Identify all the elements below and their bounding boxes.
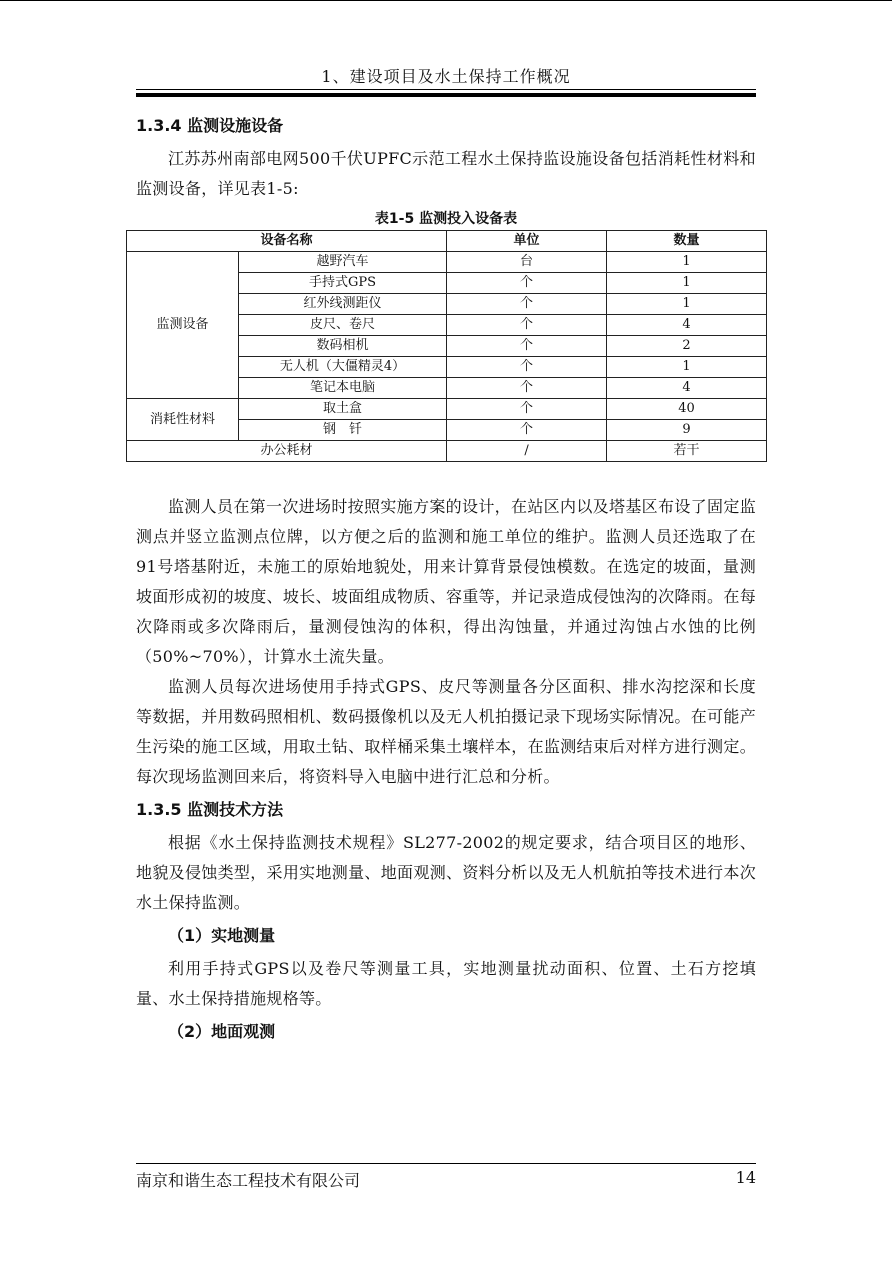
equipment-unit: 个: [447, 336, 607, 357]
equipment-name: 红外线测距仪: [239, 294, 447, 315]
table-row: [127, 252, 767, 273]
equipment-unit: 台: [447, 252, 607, 273]
equipment-qty: 4: [607, 378, 767, 399]
table-row: [127, 399, 767, 420]
equipment-table: [126, 230, 767, 462]
running-header-title: 1、建设项目及水土保持工作概况: [321, 67, 571, 86]
equipment-qty: 1: [607, 252, 767, 273]
equipment-unit: /: [447, 441, 607, 462]
equipment-qty: 40: [607, 399, 767, 420]
equipment-qty: 1: [607, 294, 767, 315]
equipment-qty: 9: [607, 420, 767, 441]
header-quantity: 数量: [607, 231, 767, 252]
footer-company-name: 南京和谐生态工程技术有限公司: [136, 1171, 361, 1190]
equipment-name: 笔记本电脑: [239, 378, 447, 399]
header-unit: 单位: [447, 231, 607, 252]
paragraph-monitoring-setup: 监测人员在第一次进场时按照实施方案的设计，在站区内以及塔基区布设了固定监测点并竖立监测点位牌，以方便之后的监测和施工单位的维护。监测人员还选取了在91号塔基附近，未施工的原始地貌处，用来计算背景侵蚀模数。在选定的坡面，量测坡面形成初的坡度、坡长、坡面组成物质、容重等，并记录造成侵蚀沟的次降雨。在每次降雨或多次降雨后，量测侵蚀沟的体积，得出沟蚀量，并通过沟蚀占水蚀的比例（50%~70%），计算水土流失量。: [136, 497, 756, 666]
equipment-unit: 个: [447, 294, 607, 315]
page-number: 14: [735, 1168, 756, 1187]
header-rule-thin: [136, 89, 756, 90]
spacer: [136, 462, 756, 492]
equipment-qty: 4: [607, 315, 767, 336]
equipment-qty: 1: [607, 357, 767, 378]
field-survey-text: 利用手持式GPS以及卷尺等测量工具，实地测量扰动面积、位置、土石方挖填量、水土保持措施规格等。: [136, 959, 756, 1008]
equipment-name: 办公耗材: [127, 441, 447, 462]
section-1-3-4-intro: 江苏苏州南部电网500千伏UPFC示范工程水土保持监设施设备包括消耗性材料和监测设备，详见表1-5:: [136, 149, 756, 198]
paragraph-field-measurement: 监测人员每次进场使用手持式GPS、皮尺等测量各分区面积、排水沟挖深和长度等数据，并用数码照相机、数码摄像机以及无人机拍摄记录下现场实际情况。在可能产生污染的施工区域，用取土钻、取样桶采集土壤样本，在监测结束后对样方进行测定。每次现场监测回来后，将资料导入电脑中进行汇总和分析。: [136, 677, 756, 786]
equipment-name: 越野汽车: [239, 252, 447, 273]
equipment-unit: 个: [447, 378, 607, 399]
page-top-border: [0, 0, 892, 1]
equipment-qty: 若干: [607, 441, 767, 462]
equipment-unit: 个: [447, 357, 607, 378]
equipment-name: 数码相机: [239, 336, 447, 357]
equipment-unit: 个: [447, 273, 607, 294]
footer-rule: [136, 1163, 756, 1164]
equipment-qty: 1: [607, 273, 767, 294]
section-heading-1-3-5: 1.3.5 监测技术方法: [136, 800, 284, 819]
equipment-qty: 2: [607, 336, 767, 357]
table-header-row: [127, 231, 767, 252]
subheading-ground-observation: （2）地面观测: [168, 1022, 276, 1041]
header-rule-thick: [136, 93, 756, 97]
equipment-name: 取土盒: [239, 399, 447, 420]
section-1-3-5-intro: 根据《水土保持监测技术规程》SL277-2002的规定要求，结合项目区的地形、地貌及侵蚀类型，采用实地测量、地面观测、资料分析以及无人机航拍等技术进行本次水土保持监测。: [136, 833, 756, 912]
equipment-name: 钢 钎: [239, 420, 447, 441]
header-equipment-name: 设备名称: [127, 231, 447, 252]
equipment-name: 皮尺、卷尺: [239, 315, 447, 336]
group-label: 监测设备: [127, 252, 239, 399]
page-body: [136, 108, 756, 1050]
group-label: 消耗性材料: [127, 399, 239, 441]
table-caption: 表1-5 监测投入设备表: [374, 211, 518, 227]
section-heading-1-3-4: 1.3.4 监测设施设备: [136, 116, 284, 135]
equipment-unit: 个: [447, 315, 607, 336]
subheading-field-survey: （1）实地测量: [168, 926, 276, 945]
equipment-unit: 个: [447, 420, 607, 441]
equipment-name: 无人机（大僵精灵4）: [239, 357, 447, 378]
table-row: [127, 441, 767, 462]
equipment-name: 手持式GPS: [239, 273, 447, 294]
equipment-unit: 个: [447, 399, 607, 420]
